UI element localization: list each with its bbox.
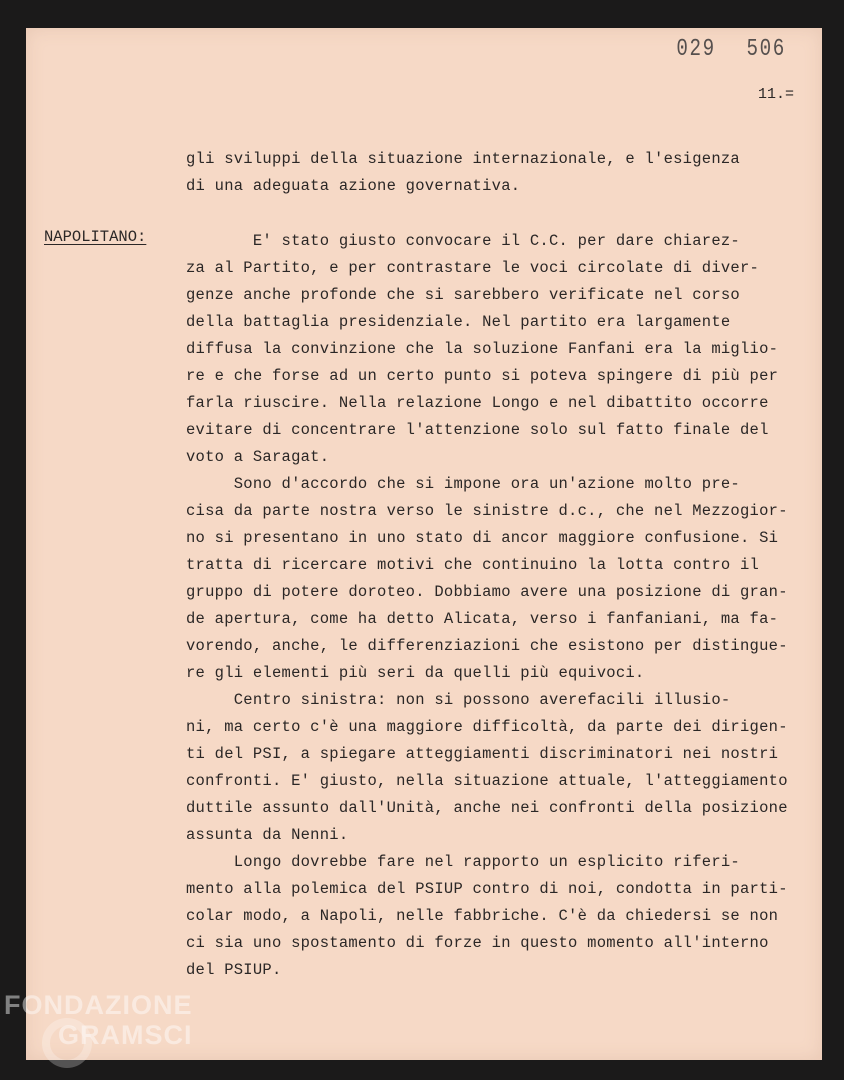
text-line: diffusa la convinzione che la soluzione Fanfani era la miglio- [186, 340, 779, 358]
text-line: ti del PSI, a spiegare atteggiamenti discriminatori nei nostri [186, 745, 779, 763]
text-line: mento alla polemica del PSIUP contro di noi, condotta in parti- [186, 880, 788, 898]
archive-stamp-number: 029 506 [676, 36, 786, 63]
spacer [186, 200, 806, 228]
text-line: Centro sinistra: non si possono averefacili illusio- [186, 691, 731, 709]
text-line: Sono d'accordo che si impone ora un'azione molto pre- [186, 475, 740, 493]
speaker-name: NAPOLITANO: [44, 228, 147, 246]
text-line: re e che forse ad un certo punto si poteva spingere di più per [186, 367, 779, 385]
text-line: farla riuscire. Nella relazione Longo e nel dibattito occorre [186, 394, 769, 412]
text-line: E' stato giusto convocare il C.C. per dare chiarez- [186, 232, 740, 250]
text-line: voto a Saragat. [186, 448, 330, 466]
document-page [26, 28, 822, 1060]
text-line: re gli elementi più seri da quelli più equivoci. [186, 664, 645, 682]
text-line: del PSIUP. [186, 961, 282, 979]
document-body [186, 146, 806, 984]
text-line: gli sviluppi della situazione internazionale, e l'esigenza [186, 150, 740, 168]
text-line: di una adeguata azione governativa. [186, 177, 521, 195]
text-line: duttile assunto dall'Unità, anche nei confronti della posizione [186, 799, 788, 817]
text-line: no si presentano in uno stato di ancor maggiore confusione. Si [186, 529, 779, 547]
text-line: cisa da parte nostra verso le sinistre d.c., che nel Mezzogior- [186, 502, 788, 520]
archive-watermark [4, 990, 234, 1050]
text-line: genze anche profonde che si sarebbero verificate nel corso [186, 286, 740, 304]
text-line: della battaglia presidenziale. Nel partito era largamente [186, 313, 731, 331]
text-line: confronti. E' giusto, nella situazione attuale, l'atteggiamento [186, 772, 788, 790]
text-line: colar modo, a Napoli, nelle fabbriche. C'è da chiedersi se non [186, 907, 779, 925]
watermark-line-2: GRAMSCI [58, 1020, 193, 1050]
text-line: de apertura, come ha detto Alicata, verso i fanfaniani, ma fa- [186, 610, 779, 628]
text-line: gruppo di potere doroteo. Dobbiamo avere una posizione di gran- [186, 583, 788, 601]
text-line: ci sia uno spostamento di forze in questo momento all'interno [186, 934, 769, 952]
text-line: Longo dovrebbe fare nel rapporto un esplicito riferi- [186, 853, 740, 871]
text-line: vorendo, anche, le differenziazioni che esistono per distingue- [186, 637, 788, 655]
watermark-line-1: FONDAZIONE [4, 990, 193, 1020]
text-line: assunta da Nenni. [186, 826, 349, 844]
page-number: 11.= [757, 86, 794, 103]
text-line: evitare di concentrare l'attenzione solo sul fatto finale del [186, 421, 769, 439]
text-line: tratta di ricercare motivi che continuino la lotta contro il [186, 556, 760, 574]
text-line: ni, ma certo c'è una maggiore difficoltà, da parte dei dirigen- [186, 718, 788, 736]
text-line: za al Partito, e per contrastare le voci circolate di diver- [186, 259, 760, 277]
archive-logo-icon [42, 1018, 92, 1068]
